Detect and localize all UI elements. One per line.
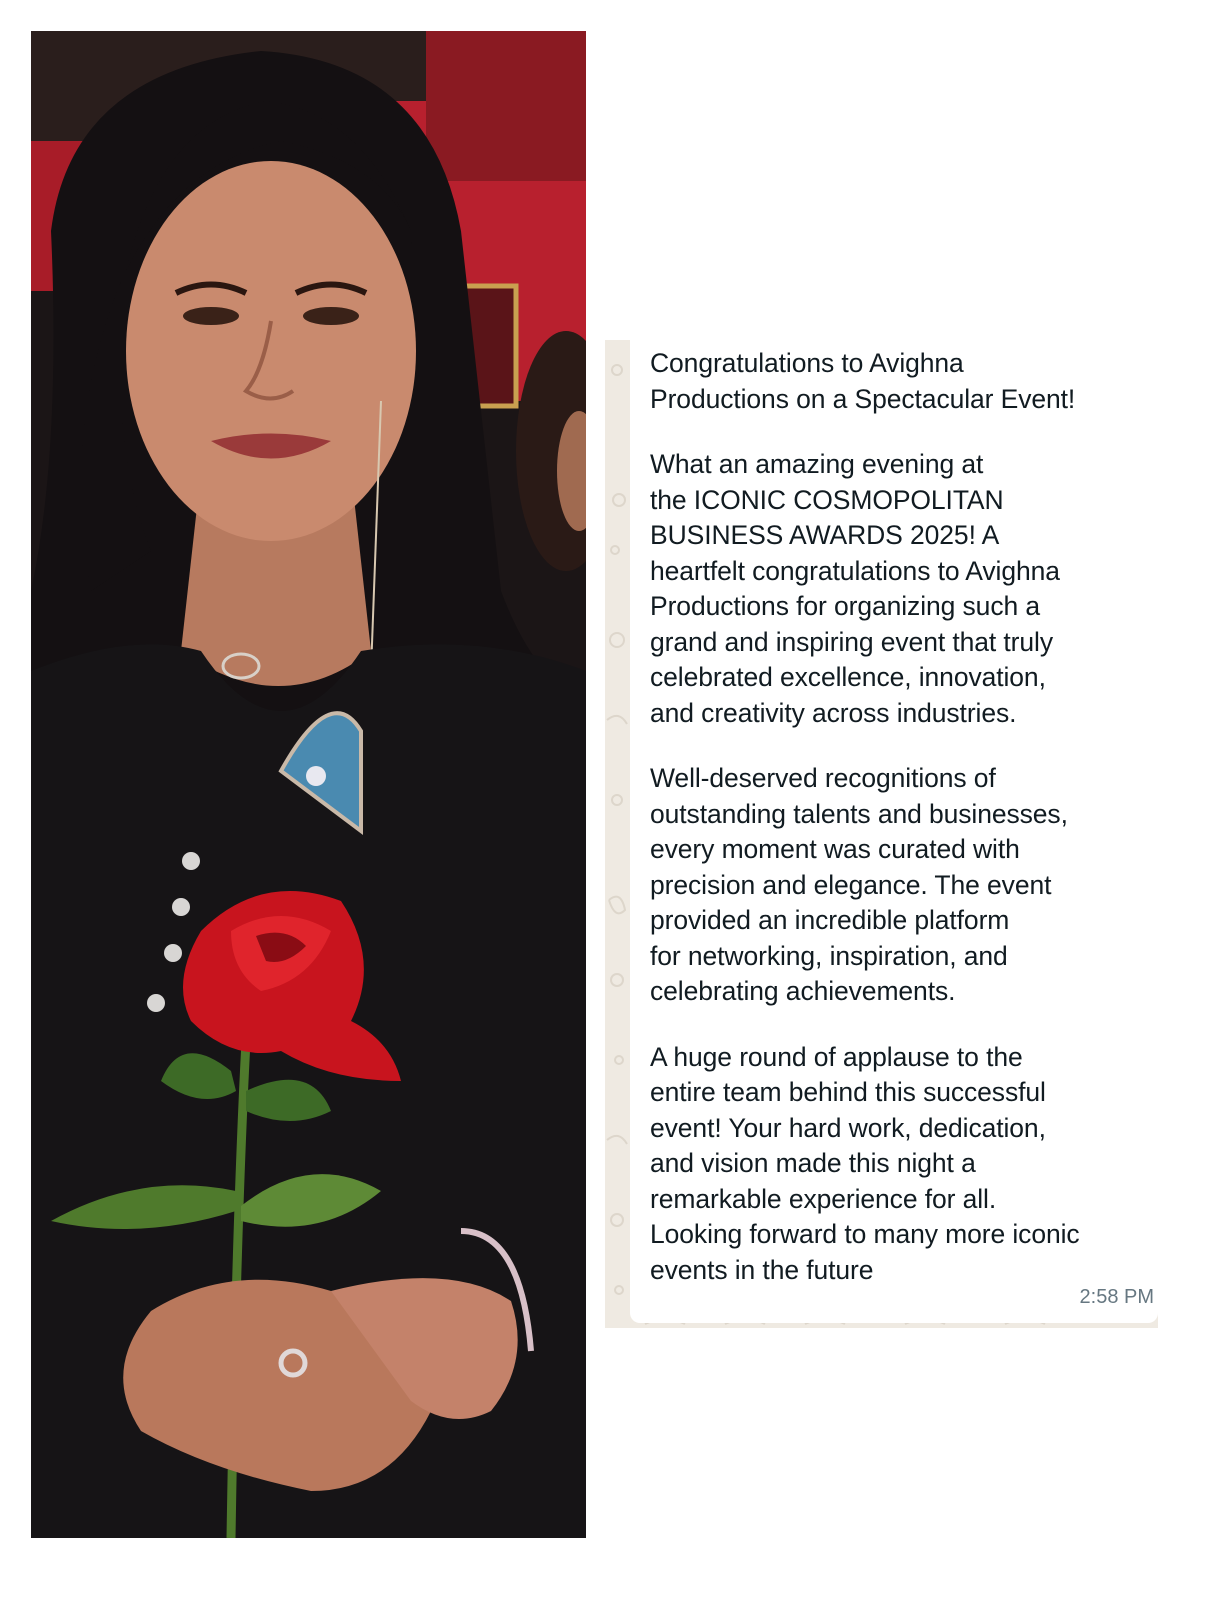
message-timestamp: 2:58 PM [1079,1286,1154,1308]
message-paragraph-2: What an amazing evening at the ICONIC COSMOPOLITAN BUSINESS AWARDS 2025! A heartfelt congratulations to Avighna Productions for organizing such a grand and inspiring event that truly celebrated excellence, innovation, and creativity across industries. [650,449,1060,728]
portrait-photo [31,31,586,1538]
message-paragraph-4: A huge round of applause to the entire team behind this successful event! Your hard work, dedication, and vision made this night a remarkable experience for all. Looking forward to many more iconic events in the future [650,1041,1080,1285]
message-paragraph-1: Congratulations to Avighna Productions on a Spectacular Event! [650,348,1076,414]
message-bubble[interactable] [630,340,1158,1323]
message-paragraph-3: Well-deserved recognitions of outstanding talents and businesses, every moment was curated with precision and elegance. The event provided an incredible platform for networking, inspiration, and celebrating achievements. [650,763,1068,1006]
portrait-illustration [31,31,586,1538]
chat-screenshot [605,340,1158,1328]
